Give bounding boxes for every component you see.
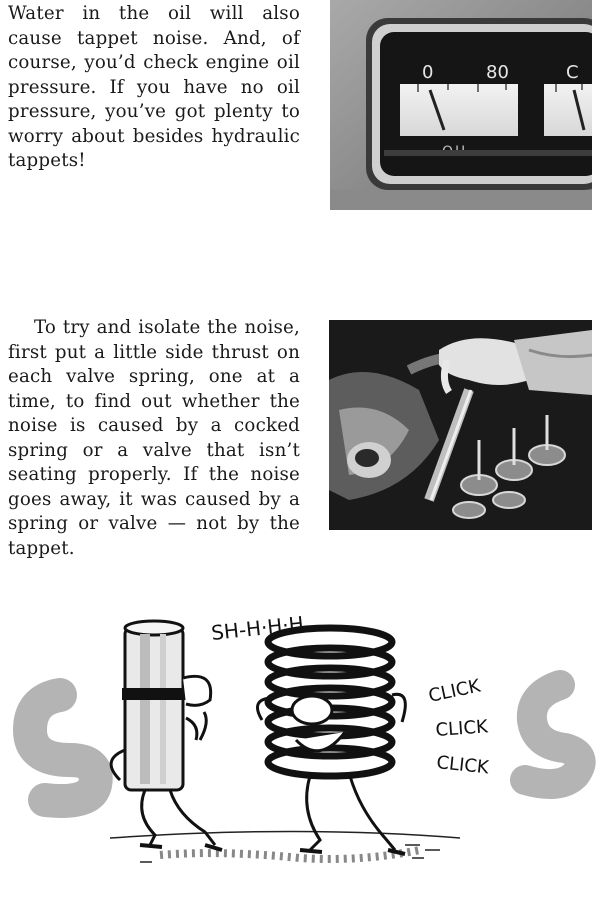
- oil-gauge-photo: [330, 0, 592, 210]
- text-line: time, to find out whether the: [8, 390, 300, 412]
- click-text: CLICK: [434, 716, 489, 741]
- text-line: tappets!: [8, 150, 86, 171]
- engine-valve-photo: [329, 320, 592, 530]
- paragraph-oil-pressure: [8, 2, 300, 174]
- grey-s-swoosh-left: [30, 695, 96, 801]
- gauge-scale-label: 80: [486, 62, 509, 83]
- text-line: tappet.: [8, 537, 75, 559]
- text-line: To try and isolate the noise,: [34, 317, 300, 338]
- text-line: noise is caused by a cocked: [8, 415, 300, 436]
- paragraph-isolate-noise: [8, 316, 300, 561]
- grey-s-swoosh-right: [525, 685, 581, 784]
- cartoon-tappet-and-spring: [0, 600, 600, 900]
- text-line: pressure. If you have no oil: [8, 76, 300, 98]
- text-line: goes away, it was caused by a: [8, 488, 300, 510]
- text-line: seating properly. If the noise: [8, 464, 300, 485]
- text-line: first put a little side thrust on: [8, 341, 300, 363]
- gauge-scale-label: 0: [422, 62, 434, 83]
- valve-spring-character: [258, 628, 406, 854]
- text-line: Water in the oil will also: [8, 3, 300, 24]
- text-line: pressure, you’ve got plenty to: [8, 101, 300, 122]
- click-text: CLICK: [426, 675, 483, 707]
- text-line: course, you’d check engine oil: [8, 52, 300, 73]
- text-line: worry about besides hydraulic: [8, 125, 300, 147]
- text-line: each valve spring, one at a: [8, 366, 300, 387]
- gauge-scale-label: C: [566, 62, 579, 83]
- tappet-character: [111, 621, 222, 850]
- click-text: CLICK: [435, 752, 490, 779]
- text-line: cause tappet noise. And, of: [8, 27, 300, 49]
- shush-text: SH-H·H·H: [210, 611, 305, 645]
- text-line: spring or a valve that isn’t: [8, 439, 300, 461]
- text-line: spring or valve — not by the: [8, 513, 300, 534]
